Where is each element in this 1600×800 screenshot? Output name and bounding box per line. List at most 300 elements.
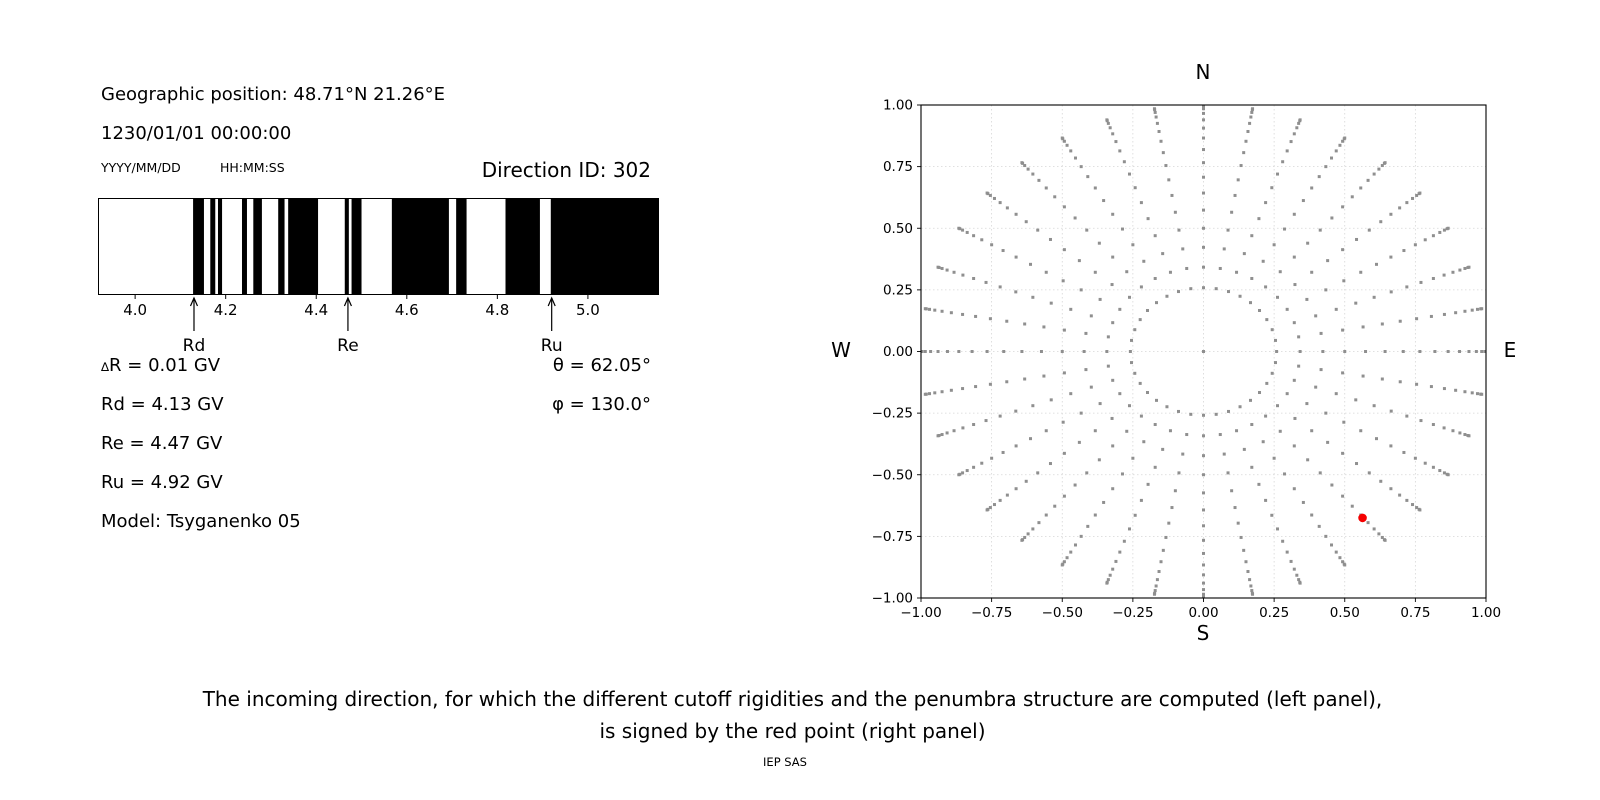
direction-dot <box>961 229 964 232</box>
direction-dot <box>1295 574 1298 577</box>
direction-dot <box>1471 391 1474 394</box>
direction-dot <box>1121 228 1124 231</box>
direction-dot <box>1084 368 1087 371</box>
direction-dot <box>1286 392 1289 395</box>
direction-dot <box>1215 287 1218 290</box>
direction-dot <box>1343 350 1346 353</box>
direction-dot <box>1335 392 1338 395</box>
direction-dot <box>1146 309 1149 312</box>
direction-dot <box>1250 589 1253 592</box>
direction-dot <box>1250 111 1253 114</box>
direction-dot <box>1279 270 1282 273</box>
direction-dot <box>999 285 1002 288</box>
direction-dot <box>1154 466 1157 469</box>
direction-dot <box>957 227 960 230</box>
direction-dot <box>1202 414 1205 417</box>
direction-dot <box>1050 302 1053 305</box>
time-format-hint: HH:MM:SS <box>220 160 285 175</box>
direction-dot <box>1202 350 1205 353</box>
direction-dot <box>1432 466 1435 469</box>
direction-dot <box>1061 350 1064 353</box>
direction-dot <box>1264 201 1267 204</box>
direction-dot <box>972 466 975 469</box>
direction-dot <box>1258 391 1261 394</box>
direction-dot <box>1375 263 1378 266</box>
direction-dot <box>966 231 969 234</box>
direction-dot <box>993 197 996 200</box>
direction-dot <box>1293 256 1296 259</box>
direction-dot <box>941 433 944 436</box>
direction-dot <box>966 469 969 472</box>
direction-dot <box>1293 568 1296 571</box>
direction-dot <box>1066 144 1069 147</box>
direction-dot <box>1020 539 1023 542</box>
direction-dot <box>1130 339 1133 342</box>
direction-dot <box>1080 535 1083 538</box>
direction-dot <box>1202 112 1205 115</box>
direction-dot <box>1014 410 1017 413</box>
direction-dot <box>1162 549 1165 552</box>
direction-id-text: Direction ID: 302 <box>481 158 651 182</box>
direction-dot <box>1085 229 1088 232</box>
direction-dot <box>1297 365 1300 368</box>
direction-dot <box>1367 521 1370 524</box>
direction-dot <box>1290 140 1293 143</box>
direction-dot <box>1330 484 1333 487</box>
direction-dot <box>1202 434 1205 437</box>
direction-dot <box>1061 563 1064 566</box>
direction-dot <box>1443 387 1446 390</box>
direction-dot <box>1276 296 1279 299</box>
direction-dot <box>1424 238 1427 241</box>
direction-dot <box>1250 277 1253 280</box>
direction-dot <box>1063 329 1066 332</box>
direction-dot <box>1202 508 1205 511</box>
direction-dot <box>1405 499 1408 502</box>
y-tick-label: −0.75 <box>871 528 913 545</box>
direction-dot <box>1415 317 1418 320</box>
direction-dot <box>1264 499 1267 502</box>
y-tick-label: −1.00 <box>871 590 913 607</box>
re-text: Re = 4.47 GV <box>101 433 223 454</box>
direction-dot <box>1411 197 1414 200</box>
compass-south-label: S <box>1196 621 1210 645</box>
direction-dot <box>1111 213 1114 216</box>
direction-dot <box>1114 560 1117 563</box>
direction-dot <box>1235 271 1238 274</box>
direction-dot <box>1293 379 1296 382</box>
direction-dot <box>1061 137 1064 140</box>
theta-text: θ = 62.05° <box>552 355 651 376</box>
direction-dot <box>1036 229 1039 232</box>
direction-dot <box>1342 421 1345 424</box>
direction-dot <box>1118 308 1121 311</box>
direction-dot <box>1264 415 1267 418</box>
direction-dot <box>1454 389 1457 392</box>
direction-dot <box>1341 371 1344 374</box>
direction-dot <box>1302 199 1305 202</box>
x-tick-label: 0.25 <box>1259 605 1290 621</box>
direction-dot <box>1015 444 1018 447</box>
marker-label-Rd: Rd <box>182 336 206 356</box>
direction-dot <box>1109 126 1112 129</box>
direction-dot <box>1242 151 1245 154</box>
direction-dot <box>1249 116 1252 119</box>
direction-dot <box>1239 405 1242 408</box>
direction-dot <box>1341 329 1344 332</box>
direction-dot <box>1424 462 1427 465</box>
direction-dot <box>1286 551 1289 554</box>
direction-dot <box>1341 495 1344 498</box>
direction-dot <box>1354 398 1357 401</box>
direction-dot <box>1274 339 1277 342</box>
direction-dot <box>974 385 977 388</box>
direction-dot <box>1069 551 1072 554</box>
direction-dot <box>1451 429 1454 432</box>
barcode-tick-label: 4.6 <box>394 301 419 319</box>
direction-dot <box>1239 295 1242 298</box>
direction-dot <box>1377 168 1380 171</box>
direction-dot <box>1354 302 1357 305</box>
direction-dot <box>1062 421 1065 424</box>
direction-dot <box>1447 227 1450 230</box>
direction-dot <box>924 307 927 310</box>
direction-dot <box>1202 473 1205 476</box>
direction-dot <box>1467 266 1470 269</box>
direction-dot <box>1227 229 1230 232</box>
direction-dot <box>1107 122 1110 125</box>
direction-dot <box>1246 130 1249 133</box>
direction-dot <box>1102 199 1105 202</box>
direction-dot <box>1443 471 1446 474</box>
direction-dot <box>1270 186 1273 189</box>
direction-dot <box>1250 423 1253 426</box>
direction-dot <box>1053 505 1056 508</box>
direction-dot <box>1463 390 1466 393</box>
direction-dot <box>1390 290 1393 293</box>
direction-dot <box>1343 137 1346 140</box>
direction-dot <box>1169 429 1172 432</box>
direction-dot <box>1080 288 1083 291</box>
direction-dot <box>1270 514 1273 517</box>
direction-dot <box>1384 161 1387 164</box>
direction-dot <box>1414 457 1417 460</box>
direction-dot <box>1355 238 1358 241</box>
direction-dot <box>986 508 989 511</box>
direction-dot <box>1463 310 1466 313</box>
direction-dot <box>1029 437 1032 440</box>
direction-dot <box>1234 194 1237 197</box>
x-tick-label: 0.50 <box>1329 605 1360 621</box>
direction-dot <box>1005 380 1008 383</box>
direction-dot <box>1098 242 1101 245</box>
direction-dot <box>1219 267 1222 270</box>
direction-dot <box>1202 176 1205 179</box>
direction-dot <box>1107 578 1110 581</box>
direction-dot <box>1276 173 1279 176</box>
direction-dot <box>1368 229 1371 232</box>
direction-dot <box>1341 205 1344 208</box>
direction-dot <box>1286 308 1289 311</box>
penumbra-band <box>278 199 284 294</box>
direction-dot <box>1305 402 1308 405</box>
direction-dot <box>1310 429 1313 432</box>
direction-dot <box>1341 248 1344 251</box>
geo-position-text: Geographic position: 48.71°N 21.26°E <box>101 84 446 105</box>
direction-dot <box>1154 423 1157 426</box>
direction-dot <box>1219 433 1222 436</box>
direction-dot <box>1343 563 1346 566</box>
barcode-tick-label: 4.0 <box>123 301 148 319</box>
direction-dot <box>1086 175 1089 178</box>
direction-dot <box>1246 570 1249 573</box>
date-format-hint: YYYY/MM/DD <box>101 160 181 175</box>
direction-dot <box>1111 444 1114 447</box>
direction-dot <box>1074 157 1077 160</box>
direction-dot <box>1202 454 1205 457</box>
direction-dot <box>1318 175 1321 178</box>
direction-dot <box>1164 536 1167 539</box>
direction-dot <box>985 281 988 284</box>
direction-dot <box>1359 429 1362 432</box>
direction-dot <box>1005 320 1008 323</box>
direction-dot <box>1098 458 1101 461</box>
direction-dot <box>1111 132 1114 135</box>
direction-dot <box>1237 178 1240 181</box>
direction-dot <box>1286 149 1289 152</box>
direction-dot <box>1031 527 1034 530</box>
direction-dot <box>1335 149 1338 152</box>
direction-dot <box>1458 350 1461 353</box>
direction-dot <box>986 350 989 353</box>
direction-dot <box>1402 451 1405 454</box>
delta-rest: R = 0.01 GV <box>109 355 221 376</box>
direction-dot <box>1181 453 1184 456</box>
direction-dot <box>1341 452 1344 455</box>
direction-dot <box>1480 393 1483 396</box>
direction-dot <box>1147 217 1150 220</box>
direction-dot <box>1006 494 1009 497</box>
direction-dot <box>1373 527 1376 530</box>
marker-label-Ru: Ru <box>540 336 563 356</box>
x-tick-label: −0.25 <box>1112 605 1154 621</box>
direction-dot <box>1335 308 1338 311</box>
direction-dot <box>989 317 992 320</box>
direction-dot <box>924 393 927 396</box>
direction-dot <box>946 350 949 353</box>
penumbra-band <box>392 199 449 294</box>
direction-dot <box>1321 350 1324 353</box>
direction-dot <box>1290 560 1293 563</box>
direction-dot <box>1053 195 1056 198</box>
direction-dot <box>957 473 960 476</box>
direction-dot <box>1128 173 1131 176</box>
direction-dot <box>1045 429 1048 432</box>
direction-dot <box>1306 242 1309 245</box>
x-tick-label: −0.75 <box>970 605 1013 621</box>
direction-dot <box>1086 525 1089 528</box>
direction-dot <box>1002 451 1005 454</box>
y-tick-label: 0.50 <box>882 220 913 237</box>
direction-dot <box>1306 458 1309 461</box>
direction-dot <box>974 315 977 318</box>
direction-dot <box>1330 157 1333 160</box>
direction-dot <box>1251 593 1254 596</box>
direction-dot <box>990 457 993 460</box>
direction-dot <box>1063 205 1066 208</box>
y-tick-label: −0.25 <box>871 405 913 422</box>
direction-dot <box>1123 160 1126 163</box>
direction-dot <box>1020 161 1023 164</box>
direction-dot <box>1314 386 1317 389</box>
direction-dot <box>1063 452 1066 455</box>
direction-dot <box>1265 318 1268 321</box>
direction-dot <box>1202 137 1205 140</box>
direction-dot <box>1271 328 1274 331</box>
penumbra-band <box>352 199 362 294</box>
delta-symbol: ∆ <box>101 360 110 374</box>
direction-dot <box>1419 281 1422 284</box>
direction-dot <box>971 350 974 353</box>
direction-dot <box>1244 140 1247 143</box>
direction-dot <box>1230 211 1233 214</box>
direction-dot <box>1153 107 1156 110</box>
direction-dot <box>1342 279 1345 282</box>
direction-dot <box>1074 543 1077 546</box>
direction-dot <box>1249 584 1252 587</box>
barcode-tick-label: 5.0 <box>575 301 600 319</box>
direction-dot <box>1140 499 1143 502</box>
direction-dot <box>1202 524 1205 527</box>
direction-dot <box>1373 404 1376 407</box>
direction-dot <box>1430 385 1433 388</box>
direction-dot <box>941 390 944 393</box>
direction-dot <box>1467 350 1470 353</box>
direction-dot <box>961 387 964 390</box>
direction-dot <box>1302 501 1305 504</box>
penumbra-band <box>345 199 349 294</box>
direction-dot <box>1002 249 1005 252</box>
direction-dot <box>1107 365 1110 368</box>
direction-dot <box>1355 462 1358 465</box>
direction-dot <box>1257 217 1260 220</box>
direction-dot <box>1320 368 1323 371</box>
rd-text: Rd = 4.13 GV <box>101 394 224 415</box>
x-tick-label: 1.00 <box>1470 605 1502 621</box>
direction-dot <box>1118 392 1121 395</box>
direction-dot <box>999 201 1002 204</box>
direction-dot <box>1249 399 1252 402</box>
direction-dot <box>1140 285 1143 288</box>
direction-dot <box>1167 522 1170 525</box>
direction-dot <box>1131 457 1134 460</box>
direction-dot <box>1390 410 1393 413</box>
direction-dot <box>1250 466 1253 469</box>
direction-dot <box>980 238 983 241</box>
direction-dot <box>1381 322 1384 325</box>
direction-dot <box>1114 140 1117 143</box>
direction-dot <box>1158 570 1161 573</box>
direction-dot <box>1105 118 1108 121</box>
direction-dot <box>953 271 956 274</box>
direction-dot <box>1276 404 1279 407</box>
delta-r-text <box>101 355 220 378</box>
direction-dot <box>1447 350 1450 353</box>
direction-dot <box>1324 165 1327 168</box>
penumbra-band <box>253 199 262 294</box>
ru-text: Ru = 4.92 GV <box>101 472 223 493</box>
direction-dot <box>1155 301 1158 304</box>
direction-dot <box>1463 433 1466 436</box>
direction-dot <box>1463 267 1466 270</box>
direction-dot <box>1326 259 1329 262</box>
direction-dot <box>1162 151 1165 154</box>
penumbra-band <box>193 199 204 294</box>
direction-scatter-chart <box>871 88 1530 628</box>
direction-dot <box>1142 260 1145 263</box>
direction-dot <box>1156 578 1159 581</box>
direction-dot <box>1467 434 1470 437</box>
y-tick-label: 0.00 <box>882 344 913 360</box>
direction-dot <box>1023 322 1026 325</box>
direction-dot <box>1029 263 1032 266</box>
direction-dot <box>1111 321 1114 324</box>
direction-dot <box>1177 471 1180 474</box>
direction-dot <box>1074 484 1077 487</box>
direction-dot <box>1299 350 1302 353</box>
direction-dot <box>1368 471 1371 474</box>
direction-dot <box>946 431 949 434</box>
direction-dot <box>1318 525 1321 528</box>
direction-dot <box>961 274 964 277</box>
penumbra-chart <box>98 198 659 363</box>
direction-dot <box>1202 266 1205 269</box>
direction-dot <box>1111 568 1114 571</box>
direction-dot <box>1381 378 1384 381</box>
direction-dot <box>1066 556 1069 559</box>
direction-dot <box>1414 243 1417 246</box>
direction-dot <box>1063 495 1066 498</box>
direction-dot <box>1319 471 1322 474</box>
direction-dot <box>1167 178 1170 181</box>
direction-dot <box>1161 448 1164 451</box>
direction-dot <box>1185 267 1188 270</box>
y-tick-label: −0.50 <box>871 467 913 484</box>
direction-dot <box>1362 325 1365 328</box>
direction-dot <box>1146 391 1149 394</box>
direction-dot <box>1174 211 1177 214</box>
direction-dot <box>1324 535 1327 538</box>
direction-dot <box>946 269 949 272</box>
direction-dot <box>957 350 960 353</box>
direction-dot <box>1129 350 1132 353</box>
direction-dot <box>1140 201 1143 204</box>
direction-dot <box>1177 229 1180 232</box>
direction-dot <box>1140 415 1143 418</box>
direction-dot <box>1384 350 1387 353</box>
direction-dot <box>1476 392 1479 395</box>
direction-dot <box>1276 527 1279 530</box>
credit-text: IEP SAS <box>763 755 807 769</box>
direction-dot <box>1063 248 1066 251</box>
direction-dot <box>1373 296 1376 299</box>
direction-dot <box>1202 107 1205 110</box>
direction-dot <box>1111 256 1114 259</box>
direction-dot <box>1305 298 1308 301</box>
direction-dot <box>1154 589 1157 592</box>
direction-dot <box>1078 259 1081 262</box>
direction-dot <box>1447 473 1450 476</box>
